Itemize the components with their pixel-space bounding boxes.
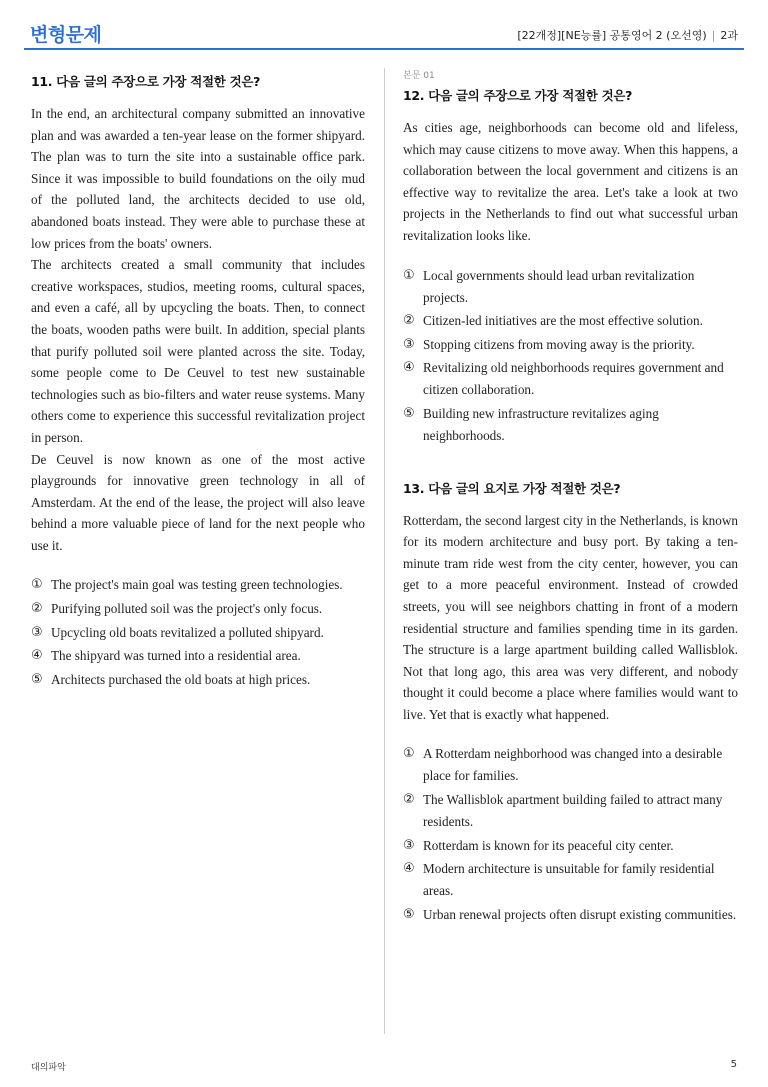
question-13-options	[403, 743, 738, 925]
course-info	[517, 27, 738, 43]
answer-option[interactable]: ② Purifying polluted soil was the project's only focus.	[31, 601, 323, 617]
answer-option[interactable]: ② The Wallisblok apartment building failed to attract many residents.	[403, 792, 723, 830]
passage-paragraph: In the end, an architectural company submitted an innovative plan and was awarded a ten-year lease on the former shipyard. The plan was to turn the site into a sustainable office park. Since it was impossible to build foundations on the oily mud of the polluted land, the architects decided to use old, abandoned boats instead. They were able to purchase these at low prices from the boats' owners.	[31, 106, 365, 251]
question-11-heading: 11. 다음 글의 주장으로 가장 적절한 것은?	[31, 74, 261, 89]
answer-option[interactable]: ② Citizen-led initiatives are the most effective solution.	[403, 313, 703, 329]
question-11-passage	[31, 103, 365, 556]
answer-option[interactable]: ③ Stopping citizens from moving away is the priority.	[403, 336, 695, 352]
question-spacer	[403, 449, 738, 475]
passage-paragraph: The architects created a small community that includes creative workspaces, studios, meeting rooms, cultural spaces, and even a café, all by upcycling the boats. Then, to connect the boats, wooden paths were built. In addition, special plants that purify polluted soil were planted across the site. Today, some people come to De Ceuvel to test new sustainable technologies such as bio-filters and water reuse systems. Many others come to experience this successful revitalization project in person.	[31, 257, 365, 445]
lesson-number: 2과	[720, 29, 738, 42]
answer-option[interactable]: ⑤ Building new infrastructure revitalizes aging neighborhoods.	[403, 405, 659, 443]
header-separator: |	[711, 29, 716, 42]
question-11-options	[31, 574, 365, 690]
course-name: [22개정][NE능률] 공통영어 2 (오선영)	[517, 29, 707, 42]
question-12-passage	[403, 117, 738, 247]
answer-option[interactable]: ④ Revitalizing old neighborhoods requires government and citizen collaboration.	[403, 360, 724, 398]
left-column	[31, 68, 365, 692]
page-header	[24, 18, 744, 50]
column-divider	[384, 68, 385, 1034]
passage-paragraph: De Ceuvel is now known as one of the most active playgrounds for innovative green technology in all of Amsterdam. At the end of the lease, the project will also leave behind a more valuable piece of land for the next people who use it.	[31, 451, 365, 553]
answer-option[interactable]: ① A Rotterdam neighborhood was changed into a desirable place for families.	[403, 746, 723, 784]
answer-option[interactable]: ④ Modern architecture is unsuitable for family residential areas.	[403, 861, 715, 899]
passage-label: 본문 01	[403, 71, 435, 81]
answer-option[interactable]: ④ The shipyard was turned into a residential area.	[31, 648, 301, 664]
question-12-options	[403, 265, 738, 447]
passage-paragraph: Rotterdam, the second largest city in the Netherlands, is known for its modern architecture and busy port. By taking a ten-minute tram ride west from the city center, however, you can get to a more peaceful environment. Instead of crowded streets, you will see neighbors chatting in front of a modern residential structure and families spending time in its garden. The structure is a large apartment building called Wallisblok. Not that long ago, this area was very different, and nobody thought it could become a place where families would want to live. Yet that is exactly what happened.	[403, 512, 738, 722]
question-13-heading: 13. 다음 글의 요지로 가장 적절한 것은?	[403, 480, 621, 496]
passage-paragraph: As cities age, neighborhoods can become old and lifeless, which may cause citizens to move away. When this happens, a collaboration between the local government and citizens is an effective way to revitalize the area. Let's take a look at two projects in the Netherlands to find out what successful urban revitalization looks like.	[403, 120, 738, 243]
page-title: 변형문제	[30, 24, 102, 46]
answer-option[interactable]: ① The project's main goal was testing green technologies.	[31, 577, 343, 593]
answer-option[interactable]: ⑤ Architects purchased the old boats at high prices.	[31, 671, 311, 687]
answer-option[interactable]: ③ Upcycling old boats revitalized a polluted shipyard.	[31, 624, 324, 640]
answer-option[interactable]: ① Local governments should lead urban revitalization projects.	[403, 267, 695, 305]
question-12-heading: 12. 다음 글의 주장으로 가장 적절한 것은?	[403, 88, 633, 103]
question-13-passage	[403, 510, 738, 726]
footer-brand: 대의파악	[31, 1063, 66, 1073]
answer-option[interactable]: ⑤ Urban renewal projects often disrupt existing communities.	[403, 906, 737, 922]
right-column	[403, 68, 738, 927]
page-number: 5	[730, 1059, 737, 1070]
answer-option[interactable]: ③ Rotterdam is known for its peaceful city center.	[403, 837, 674, 853]
